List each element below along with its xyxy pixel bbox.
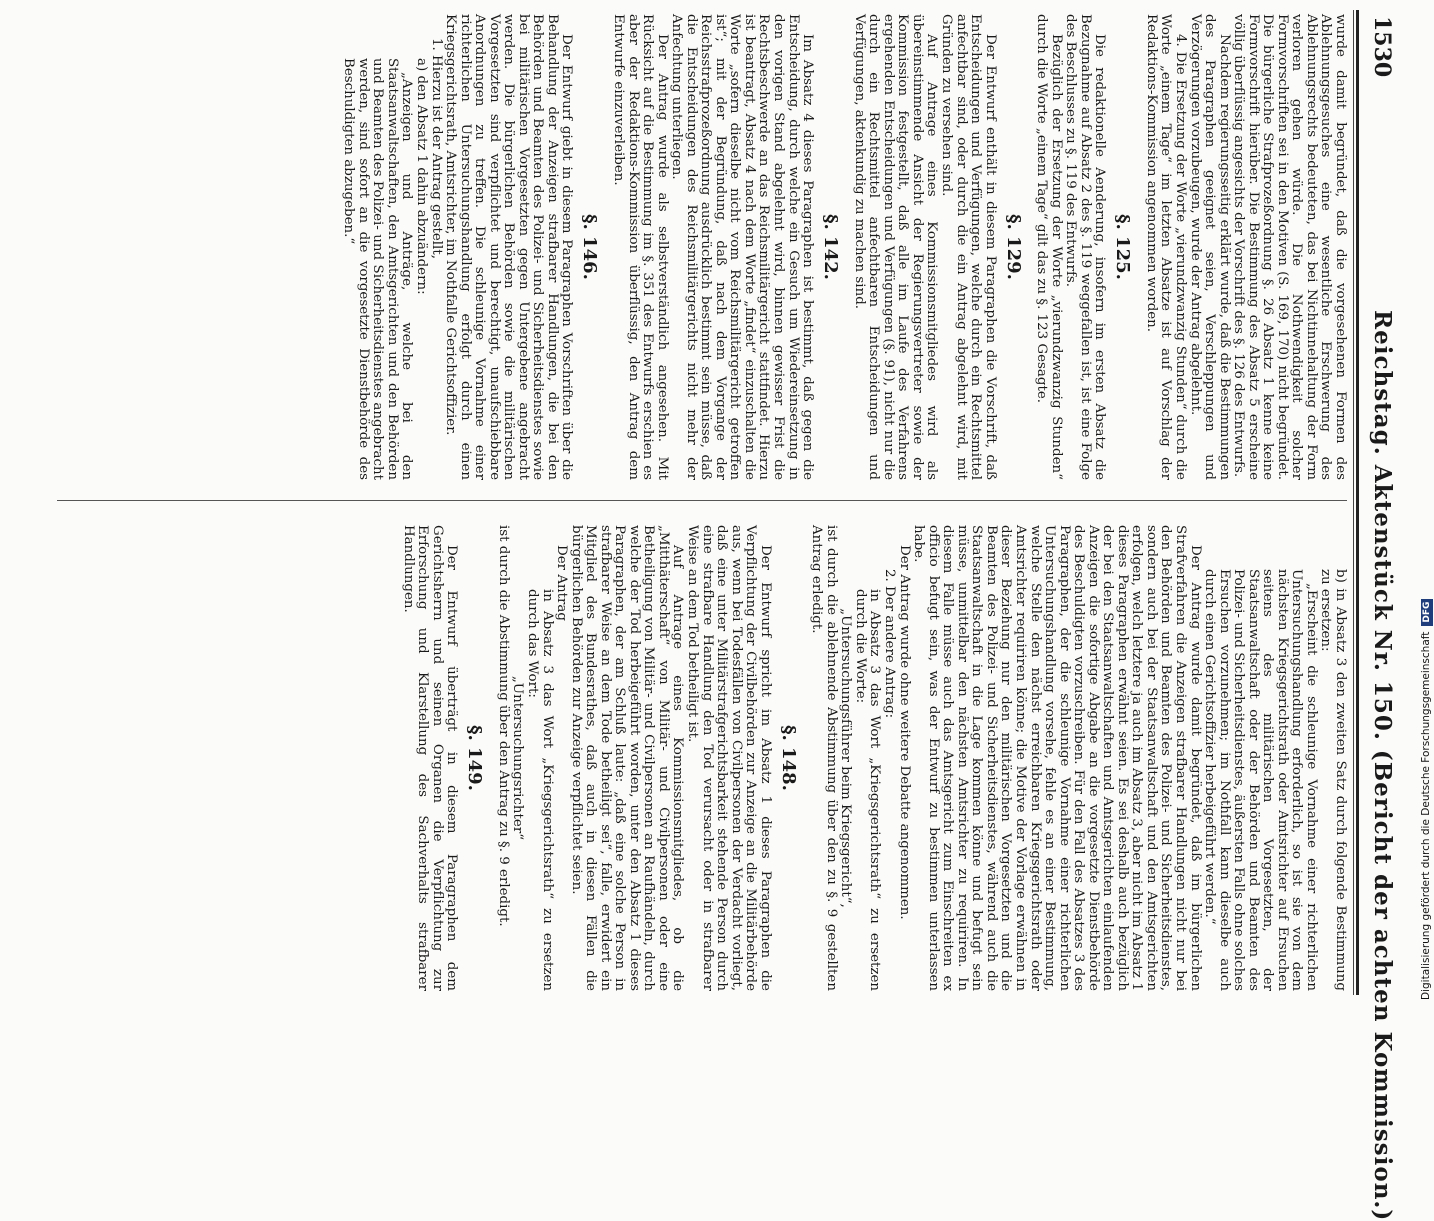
- paragraph: Bezüglich der Ersetzung der Worte „vierundzwanzig Stunden“ durch die Worte „einem Tage“ gilt das zu §. 123 Gesagte.: [1034, 14, 1064, 480]
- paragraph: Der Antrag: [554, 545, 570, 621]
- paragraph: Im Absatz 4 dieses Paragraphen ist bestimmt, daß gegen die Entscheidung, durch welche ein Gesuch um Wiedereinsetzung in den vorigen Stand abgelehnt wird, binnen gewisser Frist die Rechtsbeschwerde an das Reichsmilitärgericht stattfindet. Hierzu ist beantragt, Absatz 4 nach dem Worte „findet“ einzuschalten die Worte „sofern dieselbe nicht vom Reichsmilitärgericht getroffen ist“; mit der Begründung, daß nach dem Vorgange der Reichsstrafprozeßordnung ausdrücklich bestimmt sein müsse, daß die Entscheidungen des Reichsmilitärgerichts nicht mehr der Anfechtung unterliegen.: [669, 14, 816, 480]
- header-rule: [1353, 10, 1354, 995]
- paragraph: Der Antrag wurde damit begründet, daß im bürgerlichen Strafverfahren die Anzeigen strafbarer Handlungen nicht nur bei den Behörden und Beamten des Polizei- und Sicherheitsdienstes, sondern auch bei der Staatsanwaltschaft und den Amtsgerichten erfolgen, welch letztere ja auch im Absatz 3, aber nicht im Absatz 1 dieses Paragraphen erwähnt seien. Es sei deshalb auch bezüglich der bei den Staatsanwaltschaften und Amtsgerichten einlaufenden Anzeigen die sofortige Abgabe an die vorgesetzte Dienstbehörde des Beschuldigten vorzuschreiben. Für den Fall des Absatzes 3 des Paragraphen, der die schleunige Vornahme einer richterlichen Untersuchungshandlung vorsehe, fehle es an einer Bestimmung, welche Stelle den nächst erreichbaren Kriegsgerichtsrath oder Amtsrichter requiriren könne; die Motive der Vorlage erwähnen in dieser Beziehung nur den militärischen Vorgesetzten und die Beamten des Polizei- und Sicherheitsdienstes, während auch die Staatsanwaltschaft in die Lage kommen könne und befugt sein müsse, unmittelbar den nächsten Amtsrichter zu requiriren. In diesem Falle müsse auch das Amtsgericht zum Einschreiten ex officio befugt sein, was der Entwurf zu bestimmen unterlassen habe.: [911, 525, 1203, 991]
- running-title: Reichstag. Aktenstück Nr. 150. (Bericht der achten Kommission.): [1369, 310, 1396, 1221]
- paragraph: Der Entwurf enthält in diesem Paragraphen die Vorschrift, daß Entscheidungen und Verfügungen, welche durch ein Rechtsmittel anfechtbar sind, oder durch die ein Antrag abgelehnt wird, mit Gründen zu versehen sind.: [938, 14, 998, 480]
- section-heading: §. 125.: [1112, 214, 1134, 280]
- paragraph: Der Entwurf giebt in diesem Paragraphen Vorschriften über die Behandlung der Anzeigen strafbarer Handlungen, die bei den Behörden und Beamten des Polizei- und Sicherheitsdienstes sowie bei militärischen Vorgesetzten gegen Untergebene angebracht werden. Die bürgerlichen Behörden sowie die militärischen Vorgesetzten sind verpflichtet und berechtigt, unaufschiebbare Anordnungen zu treffen. Die schleunige Vornahme einer richterlichen Untersuchungshandlung erfolgt durch einen Kriegsgerichtsrath, Amtsrichter, im Nothfalle Gerichtsoffizier.: [443, 14, 575, 480]
- page-header: [1356, 10, 1396, 1221]
- page-number: 1530: [1369, 16, 1395, 78]
- paragraph: ist durch die ablehnende Abstimmung über den zu §. 9 gestellten Antrag erledigt.: [809, 525, 839, 991]
- paragraph: in Absatz 3 das Wort „Kriegsgerichtsrath“ zu ersetzen durch das Wort:: [525, 589, 555, 991]
- dfg-logo: DFG: [1421, 599, 1433, 626]
- paragraph: 4. Die Ersetzung der Worte „vierundzwanzig Stunden“ durch die Worte „einem Tage“ im letzten Absatze ist auf Vorschlag der Redaktions-Kommission angenommen worden.: [1143, 14, 1188, 480]
- paragraph: 1. Hierzu ist der Antrag gestellt,: [428, 38, 444, 259]
- paragraph: b) in Absatz 3 den zweiten Satz durch folgende Bestimmung zu ersetzen:: [1318, 569, 1348, 991]
- paragraph: Auf Antrage eines Kommissionsmitgliedes wird als übereinstimmende Ansicht der Regierungsvertreter sowie der Kommission festgestellt, daß alle im Laufe des Verfahrens ergehenden Entscheidungen und Verfügungen (§. 91), nicht nur die durch ein Rechtsmittel anfechtbaren Entscheidungen und Verfügungen, aktenkundig zu machen sind.: [851, 14, 940, 480]
- paragraph: Der Antrag wurde ohne weitere Debatte angenommen.: [896, 545, 912, 920]
- paragraph: Der Entwurf überträgt in diesem Paragraphen dem Gerichtsherrn und seinen Organen die Verpflichtung zur Erforschung und Klarstellung des Sachverhalts strafbarer Handlungen.: [400, 525, 460, 991]
- column-divider: [57, 500, 1347, 501]
- rotated-page: [11, 10, 1396, 1221]
- digitization-credit: [1420, 70, 1433, 1000]
- section-heading: §. 148.: [777, 725, 799, 791]
- paragraph: Der Entwurf spricht im Absatz 1 dieses Paragraphen die Verpflichtung der Civilbehörden zur Anzeige an die Militärbehörde aus, wenn bei Todesfällen von Civilpersonen der Verdacht vorliegt, daß eine unter Militärstrafgerichtsbarkeit stehende Person durch eine strafbare Handlung den Tod verursacht oder in strafbarer Weise an dem Tod betheiligt ist.: [685, 525, 773, 991]
- paragraph: a) den Absatz 1 dahin abzuändern:: [414, 58, 430, 295]
- paragraph: „Erscheint die schleunige Vornahme einer richterlichen Untersuchungshandlung erforderlich, so ist sie von dem nächsten Kriegsgerichtsrath oder Amtsrichter auf Ersuchen seitens des militärischen Vorgesetzten, der Staatsanwaltschaft oder der Behörden und Beamten des Polizei- und Sicherheitsdienstes, äußersten Falls ohne solches Ersuchen vorzunehmen; im Nothfall kann dieselbe auch durch einen Gerichtsoffizier herbeigeführt werden.“: [1202, 569, 1319, 991]
- section-heading: §. 149.: [464, 725, 486, 791]
- section-heading: §. 129.: [1002, 214, 1024, 280]
- left-column: [341, 14, 1347, 480]
- paragraph: „Untersuchungsrichter“: [510, 675, 526, 841]
- paragraph: „Anzeigen und Anträge, welche bei den Staatsanwaltschaften, den Amtsgerichten und den Behörden und Beamten des Polizei- und Sicherheitsdienstes angebracht werden, sind sofort an die vorgesetzte Dienstbehörde des Beschuldigten abzugeben.“: [341, 58, 415, 480]
- paragraph: „Untersuchungsführer beim Kriegsgericht“,: [838, 608, 854, 908]
- paragraph: in Absatz 3 das Wort „Kriegsgerichtsrath“ zu ersetzen durch die Worte:: [852, 589, 883, 991]
- paragraph: 2. Der andere Antrag:: [882, 569, 898, 719]
- paragraph: Auf Antrage eines Kommissionsmitgliedes, ob die „Mitthäterschaft“ von Militär- und Civilpersonen oder eine Betheiligung von Militär- und Civilpersonen an Raufhändeln, durch welche der Tod herbeigeführt worden, unter den Absatz 1 dieses Paragraphen, der am Schluß laute: „daß eine solche Person in strafbarer Weise an dem Tode betheiligt sei“, falle, erwidert ein Mitglied des Bundesrathes, daß auch in diesen Fällen die bürgerlichen Behörden zur Anzeige verpflichtet seien.: [568, 525, 686, 991]
- right-column: [400, 525, 1347, 991]
- paragraph: ist durch die Abstimmung über den Antrag zu §. 9 erledigt.: [495, 525, 511, 927]
- paragraph: Die redaktionelle Aenderung, insofern im ersten Absatz die Bezugnahme auf Absatz 2 des §. 119 weggefallen ist, ist eine Folge des Beschlusses zu §. 119 des Entwurfs.: [1063, 14, 1108, 480]
- section-heading: §. 142.: [820, 214, 842, 280]
- paragraph: Der Antrag wurde als selbstverständlich angesehen. Mit Rücksicht auf die Bestimmung im §. 351 des Entwurfs erschien es aber der Redaktions-Kommission überflüssig, den Antrag dem Entwurfe einzuverleiben.: [611, 14, 670, 480]
- paragraph: wurde damit begründet, daß die vorgesehenen Formen des Ablehnungsgesuches eine wesentliche Erschwerung des Ablehnungsrechts bedeuteten, das bei Nichtinnehaltung der Form verloren gehen würde. Die Nothwendigkeit solcher Formvorschriften sei in den Motiven (S. 169, 170) nicht begründet. Die bürgerliche Strafprozeßordnung §. 26 Absatz 1 kenne keine Formvorschrift hierüber. Die Bestimmung des Absatz 5 erscheine völlig überflüssig angesichts der Vorschrift des §. 126 des Entwurfs.: [1231, 14, 1348, 480]
- credit-text: Digitalisierung gefördert durch die Deutsche Forschungsgemeinschaft: [1420, 631, 1432, 1000]
- section-heading: §. 146.: [579, 214, 601, 280]
- paragraph: Nachdem regierungsseitig erklärt wurde, daß die Bestimmungen des Paragraphen geeignet seien, Verschleppungen und Verzögerungen vorzubeugen, wurde der Antrag abgelehnt.: [1187, 14, 1232, 480]
